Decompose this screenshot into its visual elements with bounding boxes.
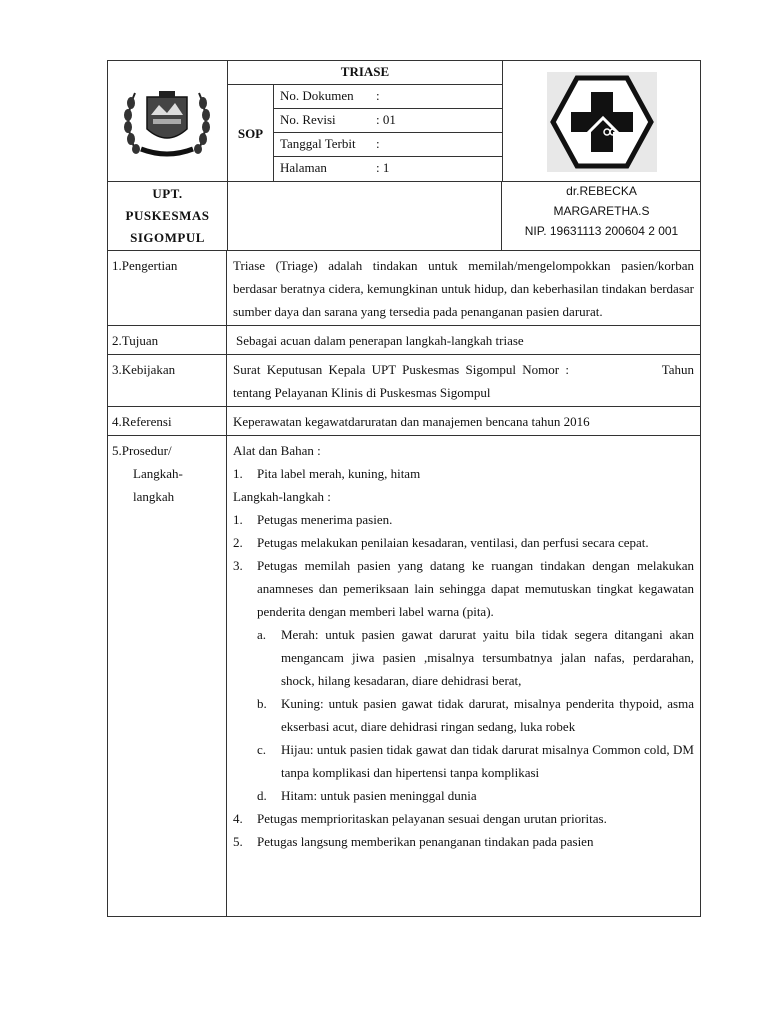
kebijakan-line2: tentang Pelayanan Klinis di Puskesmas Sigompul (233, 385, 491, 400)
row-pengertian (108, 251, 701, 326)
text-tujuan: Sebagai acuan dalam penerapan langkah-langkah triase (227, 326, 701, 355)
sub-item (257, 738, 694, 784)
text-prosedur (227, 436, 701, 917)
org-line: UPT. (152, 186, 183, 201)
item-text: Pita label merah, kuning, hitam (257, 466, 421, 481)
row-kebijakan (108, 355, 701, 407)
document-header (107, 60, 701, 182)
step-item (233, 531, 694, 554)
org-line: PUSKESMAS (125, 208, 210, 223)
signatory-name: dr.REBECKA (566, 184, 637, 198)
step-item (233, 807, 694, 830)
puskesmas-cross-logo-icon (547, 72, 657, 172)
step-number: 5. (233, 834, 243, 849)
org-signatory-row (107, 181, 701, 251)
sub-text: Kuning: untuk pasien gawat tidak darurat, misalnya penderita thypoid, asma ekserbasi acut, diare dehidrasi ringan sedang, luka robek (281, 696, 694, 734)
text-pengertian: Triase (Triage) adalah tindakan untuk memilah/mengelompokkan pasien/korban berdasar beratnya cidera, kemungkinan untuk hidup, dan keberhasilan tindakan berdasar sumber daya dan sarana yang tersedia pada penanganan pasien darurat. (227, 251, 701, 326)
alat-item (233, 462, 694, 485)
step-item (233, 508, 694, 531)
meta-label: No. Dokumen (280, 88, 354, 103)
meta-row-revisi (274, 109, 502, 133)
text-referensi: Keperawatan kegawatdaruratan dan manajemen bencana tahun 2016 (227, 407, 701, 436)
meta-label: Halaman (280, 160, 327, 175)
regency-coat-of-arms-icon (117, 83, 217, 163)
langkah-heading: Langkah-langkah : (233, 489, 331, 504)
kebijakan-line1: Surat Keputusan Kepala UPT Puskesmas Sigompul Nomor : (233, 362, 569, 377)
step-item (233, 830, 694, 853)
sub-letter: b. (257, 696, 267, 711)
row-tujuan (108, 326, 701, 355)
document-title: TRIASE (228, 61, 502, 85)
blank-cell (228, 181, 502, 250)
kebijakan-line1-tail: Tahun (661, 362, 694, 377)
label-pengertian: 1.Pengertian (108, 251, 227, 326)
step-text: Petugas melakukan penilaian kesadaran, ventilasi, dan perfusi secara cepat. (257, 535, 649, 550)
label-kebijakan: 3.Kebijakan (108, 355, 227, 407)
organization-name (108, 181, 228, 250)
sop-content-table (107, 250, 701, 917)
step-text: Petugas memprioritaskan pelayanan sesuai dengan urutan prioritas. (257, 811, 607, 826)
sub-item (257, 692, 694, 738)
sub-text: Merah: untuk pasien gawat darurat yaitu bila tidak segera ditangani akan mengancam jiwa pasien ,misalnya tersumbatnya jalan nafas, perdarahan, shock, hilang kesadaran, diare dehidrasi berat, (281, 627, 694, 688)
text-kebijakan (227, 355, 701, 407)
step-number: 2. (233, 535, 243, 550)
sub-letter: a. (257, 627, 267, 642)
step-item (233, 554, 694, 623)
prosedur-label-line: 5.Prosedur/ (112, 443, 172, 458)
row-referensi (108, 407, 701, 436)
step-text: Petugas menerima pasien. (257, 512, 393, 527)
sub-text: Hitam: untuk pasien meninggal dunia (281, 788, 477, 803)
label-prosedur (108, 436, 227, 917)
sub-letter: c. (257, 742, 267, 757)
meta-value: : 1 (376, 160, 390, 175)
label-tujuan: 2.Tujuan (108, 326, 227, 355)
sop-label: SOP (228, 85, 274, 182)
step-number: 1. (233, 512, 243, 527)
sub-item (257, 784, 694, 807)
meta-value: : (376, 136, 380, 151)
meta-value: : (376, 88, 380, 103)
right-logo-cell (502, 61, 701, 182)
alat-heading: Alat dan Bahan : (233, 443, 321, 458)
meta-row-tanggal (274, 133, 502, 157)
meta-label: Tanggal Terbit (280, 136, 356, 151)
sub-letter: d. (257, 788, 267, 803)
meta-label: No. Revisi (280, 112, 336, 127)
label-referensi: 4.Referensi (108, 407, 227, 436)
prosedur-label-line: langkah (133, 489, 175, 504)
left-logo-cell (108, 61, 228, 182)
meta-row-dokumen (274, 85, 502, 109)
step-number: 3. (233, 558, 243, 573)
step-number: 4. (233, 811, 243, 826)
row-prosedur (108, 436, 701, 917)
signatory (502, 181, 701, 250)
sub-text: Hijau: untuk pasien tidak gawat dan tidak darurat misalnya Common cold, DM tanpa komplikasi dan hipertensi tanpa komplikasi (281, 742, 694, 780)
signatory-nip: NIP. 19631113 200604 2 001 (524, 224, 679, 238)
sub-item (257, 623, 694, 692)
step-text: Petugas langsung memberikan penanganan tindakan pada pasien (257, 834, 594, 849)
step-text: Petugas memilah pasien yang datang ke ruangan tindakan dengan melakukan anamneses dan pemeriksaan lain sehingga dapat memutuskan tingkat kegawatan penderita dengan memberi label warna (pita). (257, 558, 694, 619)
org-line: SIGOMPUL (130, 230, 205, 245)
signatory-name-cont: MARGARETHA.S (553, 204, 650, 218)
meta-row-halaman (274, 157, 502, 181)
item-number: 1. (233, 466, 243, 481)
prosedur-label-line: Langkah- (133, 466, 183, 481)
meta-value: : 01 (376, 112, 396, 127)
